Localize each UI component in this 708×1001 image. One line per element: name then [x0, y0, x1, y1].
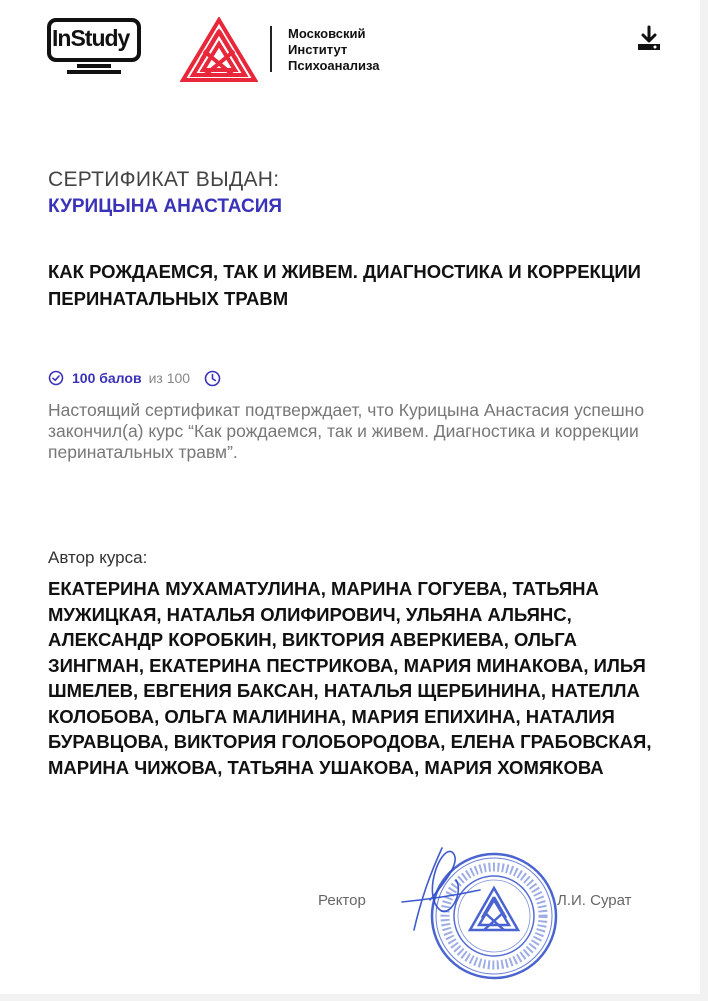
institute-triangle-logo-icon [180, 17, 258, 83]
rector-name: Л.И. Сурат [557, 892, 632, 909]
issued-label: СЕРТИФИКАТ ВЫДАН: [48, 168, 280, 191]
score-row [48, 368, 221, 388]
rector-signature-icon [392, 840, 482, 940]
clock-icon [204, 370, 221, 387]
viewer-scroll-edge [700, 0, 708, 1001]
authors-list: ЕКАТЕРИНА МУХАМАТУЛИНА, МАРИНА ГОГУЕВА, ТАТЬЯНА МУЖИЦКАЯ, НАТАЛЬЯ ОЛИФИРОВИЧ, УЛЬЯНА АЛЬЯНС, АЛЕКСАНДР КОРОБКИН, ВИКТОРИЯ АВЕРКИЕВА, ОЛЬГА ЗИНГМАН, ЕКАТЕРИНА ПЕСТРИКОВА, МАРИЯ МИНАКОВА, ИЛЬЯ ШМЕЛЕВ, ЕВГЕНИЯ БАКСАН, НАТАЛЬЯ ЩЕРБИНИНА, НАТЕЛЛА КОЛОБОВА, ОЛЬГА МАЛИНИНА, МАРИЯ ЕПИХИНА, НАТАЛИЯ БУРАВЦОВА, ВИКТОРИЯ ГОЛОБОРОДОВА, ЕЛЕНА ГРАБОВСКАЯ, МАРИНА ЧИЖОВА, ТАТЬЯНА УШАКОВА, МАРИЯ ХОМЯКОВА [48, 578, 652, 778]
check-circle-icon [48, 370, 64, 386]
score-value: 100 балов [72, 370, 142, 386]
logo-stand [77, 64, 111, 68]
download-button[interactable] [633, 24, 665, 54]
header-divider [270, 26, 272, 72]
viewer-bottom-edge [0, 994, 708, 1001]
instudy-logo [47, 18, 147, 76]
institute-name-line-2: Институт [288, 42, 348, 57]
rector-label: Ректор [318, 892, 366, 909]
institute-name-line-3: Психоанализа [288, 58, 380, 73]
institute-name [288, 26, 380, 74]
download-icon [633, 24, 665, 54]
author-label: Автор курса: [48, 548, 148, 567]
instudy-logo-text: InStudy [52, 25, 130, 51]
recipient-name: КУРИЦЫНА АНАСТАСИЯ [48, 196, 283, 217]
certificate-description: Настоящий сертификат подтверждает, что Курицына Анастасия успешно закончил(а) курс “Как рождаемся, так и живем. Диагностика и коррекции перинатальных травм”. [48, 400, 645, 462]
institute-name-line-1: Московский [288, 26, 366, 41]
score-total: из 100 [148, 370, 191, 386]
course-title: КАК РОЖДАЕМСЯ, ТАК И ЖИВЕМ. ДИАГНОСТИКА И КОРРЕКЦИИ ПЕРИНАТАЛЬНЫХ ТРАВМ [48, 261, 641, 309]
logo-base [67, 70, 121, 74]
